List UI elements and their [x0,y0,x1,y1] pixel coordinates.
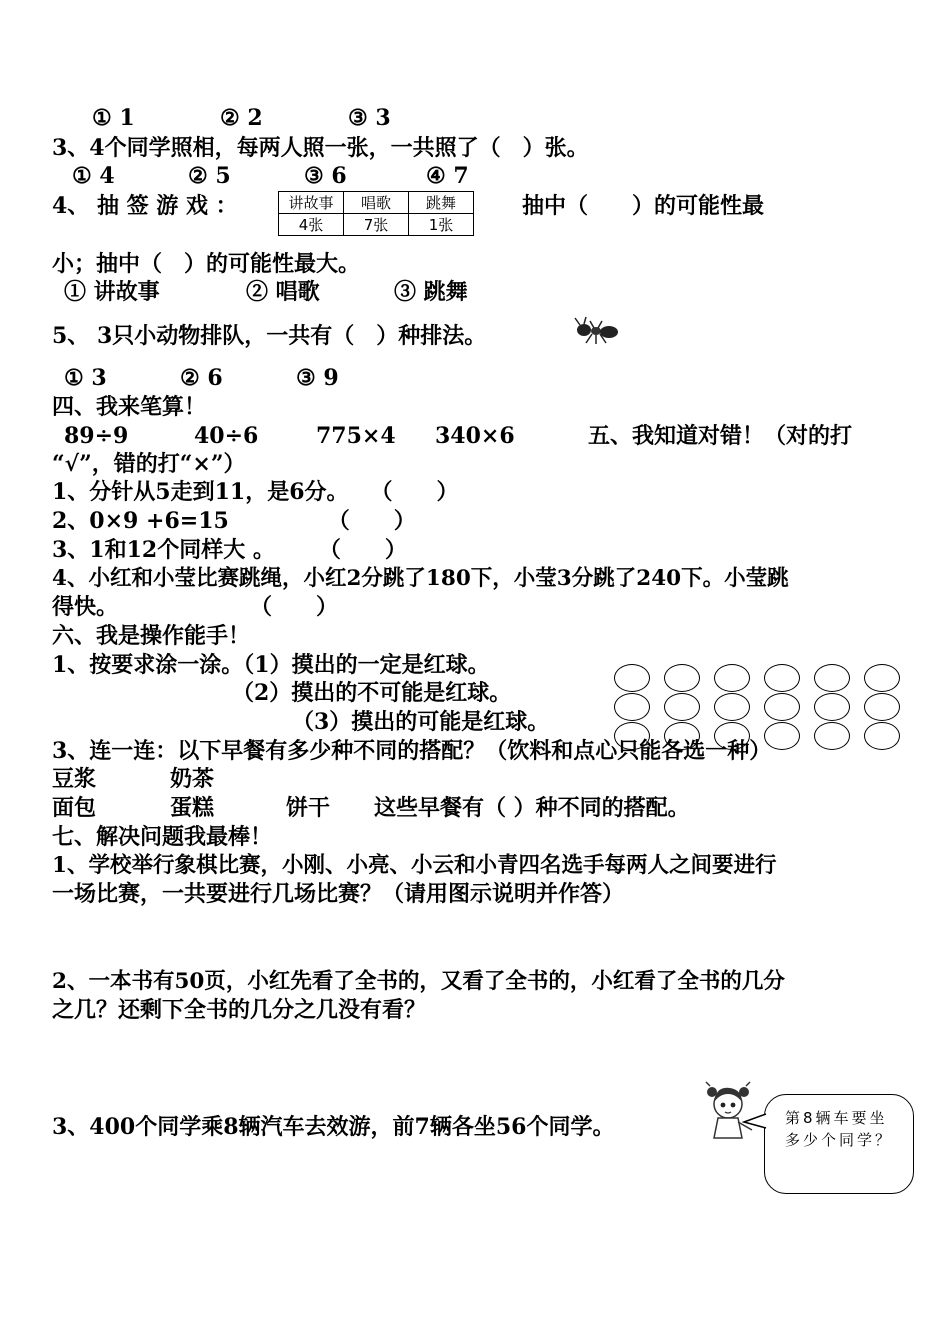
section-5-title: 五、我知道对错！（对的打 [588,423,853,449]
speech-bubble-text: 第8辆车要坐多少个同学？ [785,1109,894,1149]
ball-circle-icon[interactable] [764,664,800,692]
q3-2-option-3: ③ 3 [348,105,391,131]
tf-item-4-cont: 得快。 （ ） [52,594,339,620]
ball-circle-icon[interactable] [714,693,750,721]
food-1[interactable]: 面包 [52,795,97,821]
ball-circle-icon[interactable] [764,722,800,750]
operate-q3: 3、连一连：以下早餐有多少种不同的搭配？（饮料和点心只能各选一种） [52,738,772,764]
q3-3-text: 3、4个同学照相，每两人照一张，一共照了（ ）张。 [52,135,589,161]
q3-4-option-3: ③ 跳舞 [394,279,468,305]
ball-circle-icon[interactable] [764,693,800,721]
q3-4-continued: 小；抽中（ ）的可能性最大。 [52,251,361,277]
table-header: 唱歌 [344,192,409,214]
ball-groups [612,662,912,754]
problem-1-line-2: 一场比赛，一共要进行几场比赛？（请用图示说明并作答） [52,881,625,907]
ball-circle-icon[interactable] [864,664,900,692]
ball-circle-icon[interactable] [614,722,650,750]
food-2[interactable]: 蛋糕 [170,795,215,821]
q3-5-option-1: ① 3 [64,365,107,391]
table-cell: 4张 [279,214,344,236]
ball-circle-icon[interactable] [664,722,700,750]
calc-problem-1: 89÷9 [64,423,129,449]
section-6-title: 六、我是操作能手！ [52,623,251,649]
operate-q1-part3: （3）摸出的可能是红球。 [292,709,550,735]
ball-circle-icon[interactable] [664,664,700,692]
operate-q1-part2: （2）摸出的不可能是红球。 [232,680,512,706]
q3-5-option-3: ③ 9 [296,365,339,391]
ball-circle-icon[interactable] [614,664,650,692]
problem-1-line-1: 1、学校举行象棋比赛，小刚、小亮、小云和小青四名选手每两人之间要进行 [52,853,777,878]
q3-2-option-2: ② 2 [220,105,263,131]
calc-problem-2: 40÷6 [194,423,259,449]
ball-circle-icon[interactable] [864,693,900,721]
ball-circle-icon[interactable] [714,722,750,750]
q3-4-option-1: ① 讲故事 [64,279,160,305]
q3-3-option-3: ③ 6 [304,163,347,189]
q3-5-text: 5、 3只小动物排队，一共有（ ）种排法。 [52,323,487,349]
ball-circle-icon[interactable] [714,664,750,692]
table-cell: 1张 [409,214,474,236]
ball-circle-icon[interactable] [814,693,850,721]
ball-circle-icon[interactable] [664,693,700,721]
q3-4-prefix: 4、 抽 签 游 戏 ： [52,193,238,219]
section-4-title: 四、我来笔算！ [52,394,207,420]
q3-4-suffix: 抽中（ ）的可能性最 [522,193,765,219]
q3-3-option-1: ① 4 [72,163,115,189]
tf-item-4: 4、小红和小莹比赛跳绳，小红2分跳了180下，小莹3分跳了240下。小莹跳 [52,566,789,591]
ant-icon [572,316,624,346]
operate-q3-tail: 这些早餐有（ ）种不同的搭配。 [374,795,690,821]
table-header: 跳舞 [409,192,474,214]
tf-item-3: 3、1和12个同样大 。 （ ） [52,537,407,563]
lottery-table [278,191,474,236]
calc-problem-3: 775×4 [316,423,396,449]
q3-5-option-2: ② 6 [180,365,223,391]
speech-bubble-tail [742,1112,768,1132]
ball-circle-icon[interactable] [814,664,850,692]
q3-3-option-4: ④ 7 [426,163,469,189]
ball-circle-icon[interactable] [864,722,900,750]
section-5-title-cont: “√”，错的打“×”） [52,451,246,477]
food-3[interactable]: 饼干 [286,795,331,821]
tf-item-1: 1、分针从5走到11，是6分。 （ ） [52,479,459,505]
table-cell: 7张 [344,214,409,236]
drink-1[interactable]: 豆浆 [52,766,97,792]
operate-q1: 1、按要求涂一涂。（1）摸出的一定是红球。 [52,652,490,678]
ball-circle-icon[interactable] [814,722,850,750]
problem-2-line-1: 2、一本书有50页，小红先看了全书的，又看了全书的，小红看了全书的几分 [52,969,785,994]
tf-item-2: 2、0×9 +6=15 （ ） [52,508,416,534]
table-header: 讲故事 [279,192,344,214]
drink-2[interactable]: 奶茶 [170,766,215,792]
speech-bubble [764,1094,914,1194]
q3-2-option-1: ① 1 [92,105,135,131]
problem-3-text: 3、400个同学乘8辆汽车去效游，前7辆各坐56个同学。 [52,1114,615,1140]
problem-2-line-2: 之几？还剩下全书的几分之几没有看？ [52,997,427,1023]
ball-circle-icon[interactable] [614,693,650,721]
section-7-title: 七、解决问题我最棒！ [52,824,273,850]
q3-4-option-2: ② 唱歌 [246,279,320,305]
calc-problem-4: 340×6 [435,423,515,449]
q3-3-option-2: ② 5 [188,163,231,189]
